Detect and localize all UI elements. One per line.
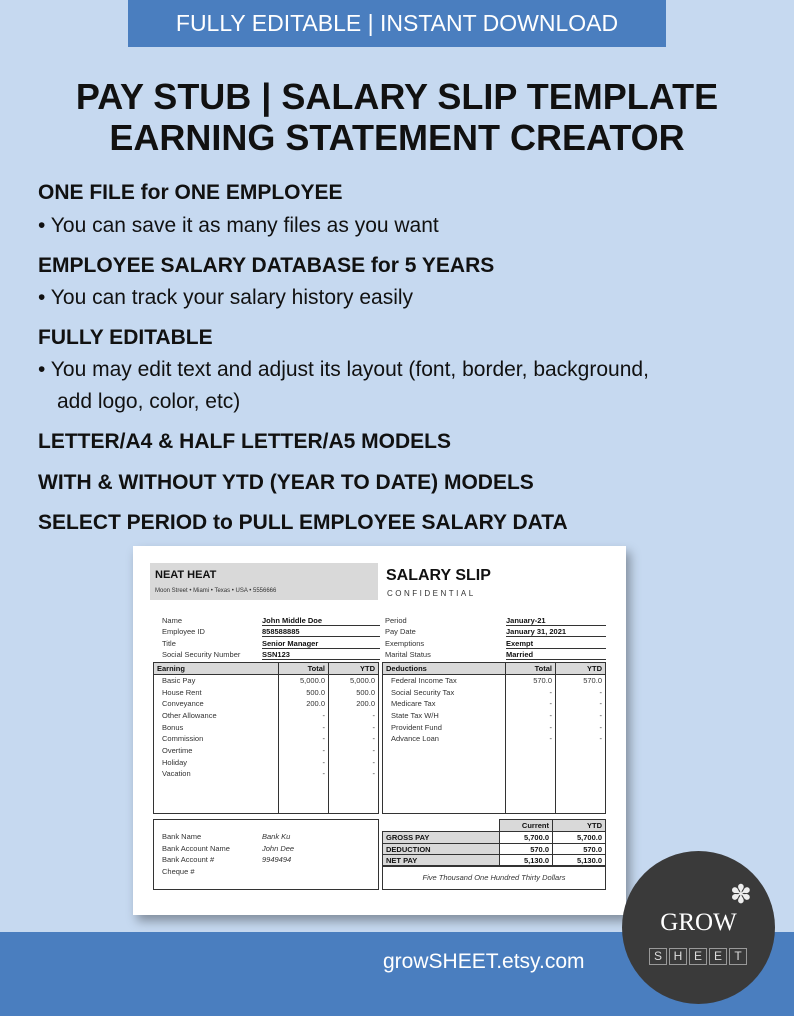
info-label: Employee ID xyxy=(162,627,205,637)
table-cell: - xyxy=(279,745,329,757)
net-pay-words: Five Thousand One Hundred Thirty Dollars xyxy=(382,865,606,890)
bank-value: 9949494 xyxy=(262,855,292,865)
table-cell xyxy=(556,745,606,757)
summary-cell: GROSS PAY xyxy=(383,832,500,844)
table-cell: - xyxy=(279,733,329,745)
info-value: Senior Manager xyxy=(262,639,380,649)
table-cell: - xyxy=(506,733,556,745)
slip-subtitle: CONFIDENTIAL xyxy=(387,589,476,598)
table-cell: - xyxy=(556,710,606,722)
table-cell xyxy=(506,756,556,768)
table-cell: Holiday xyxy=(154,756,279,768)
table-row xyxy=(383,698,606,710)
info-value: January 31, 2021 xyxy=(506,627,606,637)
table-row xyxy=(154,756,379,768)
table-cell: Commission xyxy=(154,733,279,745)
table-cell xyxy=(506,780,556,814)
table-cell: 200.0 xyxy=(329,698,379,710)
table-cell: House Rent xyxy=(154,686,279,698)
table-row xyxy=(154,698,379,710)
info-label: Period xyxy=(385,616,407,625)
feature-heading: FULLY EDITABLE xyxy=(38,326,213,349)
column-header: Total xyxy=(506,663,556,675)
table-row xyxy=(154,686,379,698)
company-name: NEAT HEAT xyxy=(155,569,217,581)
table-cell: Medicare Tax xyxy=(383,698,506,710)
table-cell: Vacation xyxy=(154,768,279,780)
table-row xyxy=(154,780,379,814)
table-row xyxy=(383,756,606,768)
table-cell: - xyxy=(279,768,329,780)
table-cell: - xyxy=(506,698,556,710)
slip-title: SALARY SLIP xyxy=(386,567,491,584)
table-row xyxy=(154,733,379,745)
table-cell xyxy=(556,768,606,780)
info-label: Name xyxy=(162,616,183,625)
info-label: Title xyxy=(162,638,176,648)
table-cell: Other Allowance xyxy=(154,710,279,722)
info-value: John Middle Doe xyxy=(262,616,380,626)
bank-value: Bank Ku xyxy=(262,832,291,841)
bank-label: Bank Account Name xyxy=(162,843,230,853)
table-cell: Basic Pay xyxy=(154,675,279,687)
summary-table xyxy=(382,819,606,867)
feature-heading: SELECT PERIOD to PULL EMPLOYEE SALARY DATA xyxy=(38,511,568,534)
flower-icon: ✽ xyxy=(730,879,752,909)
info-label: Marital Status xyxy=(385,649,431,659)
summary-cell: 5,700.0 xyxy=(500,832,553,844)
table-cell: - xyxy=(279,710,329,722)
table-cell: State Tax W/H xyxy=(383,710,506,722)
info-value: 858588885 xyxy=(262,627,380,637)
table-cell xyxy=(383,745,506,757)
table-cell: 570.0 xyxy=(506,675,556,687)
table-cell xyxy=(383,768,506,780)
table-row xyxy=(383,768,606,780)
table-cell: 570.0 xyxy=(556,675,606,687)
table-cell xyxy=(506,768,556,780)
company-address: Moon Street • Miami • Texas • USA • 5556666 xyxy=(155,588,277,594)
deductions-table xyxy=(382,662,606,814)
bank-label: Bank Account # xyxy=(162,855,215,865)
summary-row xyxy=(383,832,606,844)
logo-sheet-keys xyxy=(649,947,749,965)
table-row xyxy=(154,768,379,780)
table-row xyxy=(154,721,379,733)
table-cell: - xyxy=(556,721,606,733)
table-cell: 5,000.0 xyxy=(329,675,379,687)
feature-bullet: • You can save it as many files as you want xyxy=(38,214,439,237)
table-cell: - xyxy=(329,733,379,745)
table-row xyxy=(383,780,606,814)
column-header: YTD xyxy=(553,820,606,832)
table-cell: 5,000.0 xyxy=(279,675,329,687)
table-row xyxy=(154,710,379,722)
table-cell: Overtime xyxy=(154,745,279,757)
table-header xyxy=(383,663,606,675)
column-header: Current xyxy=(500,820,553,832)
logo-letter: T xyxy=(729,948,747,965)
info-label: Pay Date xyxy=(385,627,416,637)
summary-header xyxy=(383,820,606,832)
summary-cell: 570.0 xyxy=(500,843,553,855)
table-cell: 500.0 xyxy=(329,686,379,698)
summary-cell: DEDUCTION xyxy=(383,843,500,855)
summary-row xyxy=(383,843,606,855)
bank-value: John Dee xyxy=(262,843,295,853)
column-header: YTD xyxy=(556,663,606,675)
table-cell: - xyxy=(556,698,606,710)
shop-link[interactable]: growSHEET.etsy.com xyxy=(383,950,585,973)
table-row xyxy=(154,745,379,757)
table-row xyxy=(383,733,606,745)
bank-box xyxy=(153,819,379,890)
table-cell xyxy=(279,780,329,814)
feature-heading: WITH & WITHOUT YTD (YEAR TO DATE) MODELS xyxy=(38,471,534,494)
table-cell: Conveyance xyxy=(154,698,279,710)
earnings-table xyxy=(153,662,379,814)
company-header xyxy=(150,563,378,600)
table-cell: - xyxy=(556,686,606,698)
table-row xyxy=(154,675,379,687)
salary-slip-preview xyxy=(133,546,626,915)
table-header xyxy=(154,663,379,675)
table-cell: - xyxy=(506,710,556,722)
title-line-1: PAY STUB | SALARY SLIP TEMPLATE xyxy=(75,76,719,117)
table-cell: Provident Fund xyxy=(383,721,506,733)
table-cell: Federal Income Tax xyxy=(383,675,506,687)
info-value: January-21 xyxy=(506,616,606,626)
summary-cell: 5,130.0 xyxy=(500,855,553,867)
table-row xyxy=(383,721,606,733)
table-cell: - xyxy=(556,733,606,745)
table-cell: - xyxy=(279,756,329,768)
feature-bullet-cont: add logo, color, etc) xyxy=(57,390,241,413)
info-value: Married xyxy=(506,650,606,660)
info-label: Exemptions xyxy=(385,638,425,648)
table-cell: - xyxy=(279,721,329,733)
table-cell: 200.0 xyxy=(279,698,329,710)
table-cell: - xyxy=(329,756,379,768)
table-cell xyxy=(506,745,556,757)
summary-cell: 5,700.0 xyxy=(553,832,606,844)
table-row xyxy=(383,675,606,687)
info-value: Exempt xyxy=(506,639,606,649)
table-cell: Bonus xyxy=(154,721,279,733)
info-label: Social Security Number xyxy=(162,649,241,659)
bank-label: Cheque # xyxy=(162,867,195,877)
column-header: Earning xyxy=(154,663,279,675)
logo-letter: E xyxy=(709,948,727,965)
blank-cell xyxy=(383,820,500,832)
growsheet-logo xyxy=(622,851,775,1004)
table-cell: - xyxy=(506,686,556,698)
table-cell: - xyxy=(329,710,379,722)
summary-cell: NET PAY xyxy=(383,855,500,867)
summary-cell: 570.0 xyxy=(553,843,606,855)
table-cell: - xyxy=(329,745,379,757)
table-cell: - xyxy=(506,721,556,733)
table-cell xyxy=(383,780,506,814)
table-cell xyxy=(329,780,379,814)
table-cell xyxy=(556,756,606,768)
table-cell: - xyxy=(329,721,379,733)
table-cell: - xyxy=(329,768,379,780)
logo-letter: E xyxy=(689,948,707,965)
feature-bullet: • You may edit text and adjust its layout (font, border, background, xyxy=(38,358,649,381)
logo-letter: S xyxy=(649,948,667,965)
table-row xyxy=(383,745,606,757)
bank-label: Bank Name xyxy=(162,832,202,841)
logo-grow: GROW xyxy=(660,909,737,936)
column-header: YTD xyxy=(329,663,379,675)
column-header: Deductions xyxy=(383,663,506,675)
table-row xyxy=(383,710,606,722)
summary-cell: 5,130.0 xyxy=(553,855,606,867)
table-cell: 500.0 xyxy=(279,686,329,698)
title-line-2: EARNING STATEMENT CREATOR xyxy=(109,117,685,158)
feature-heading: ONE FILE for ONE EMPLOYEE xyxy=(38,181,343,204)
column-header: Total xyxy=(279,663,329,675)
table-cell xyxy=(383,756,506,768)
table-cell xyxy=(556,780,606,814)
feature-heading: EMPLOYEE SALARY DATABASE for 5 YEARS xyxy=(38,254,495,277)
top-banner: FULLY EDITABLE | INSTANT DOWNLOAD xyxy=(128,0,666,47)
table-row xyxy=(383,686,606,698)
table-cell: Advance Loan xyxy=(383,733,506,745)
feature-heading: LETTER/A4 & HALF LETTER/A5 MODELS xyxy=(38,430,452,453)
table-cell: Social Security Tax xyxy=(383,686,506,698)
table-cell xyxy=(154,780,279,814)
logo-letter: H xyxy=(669,948,687,965)
feature-bullet: • You can track your salary history easily xyxy=(38,286,414,309)
info-value: SSN123 xyxy=(262,650,380,660)
